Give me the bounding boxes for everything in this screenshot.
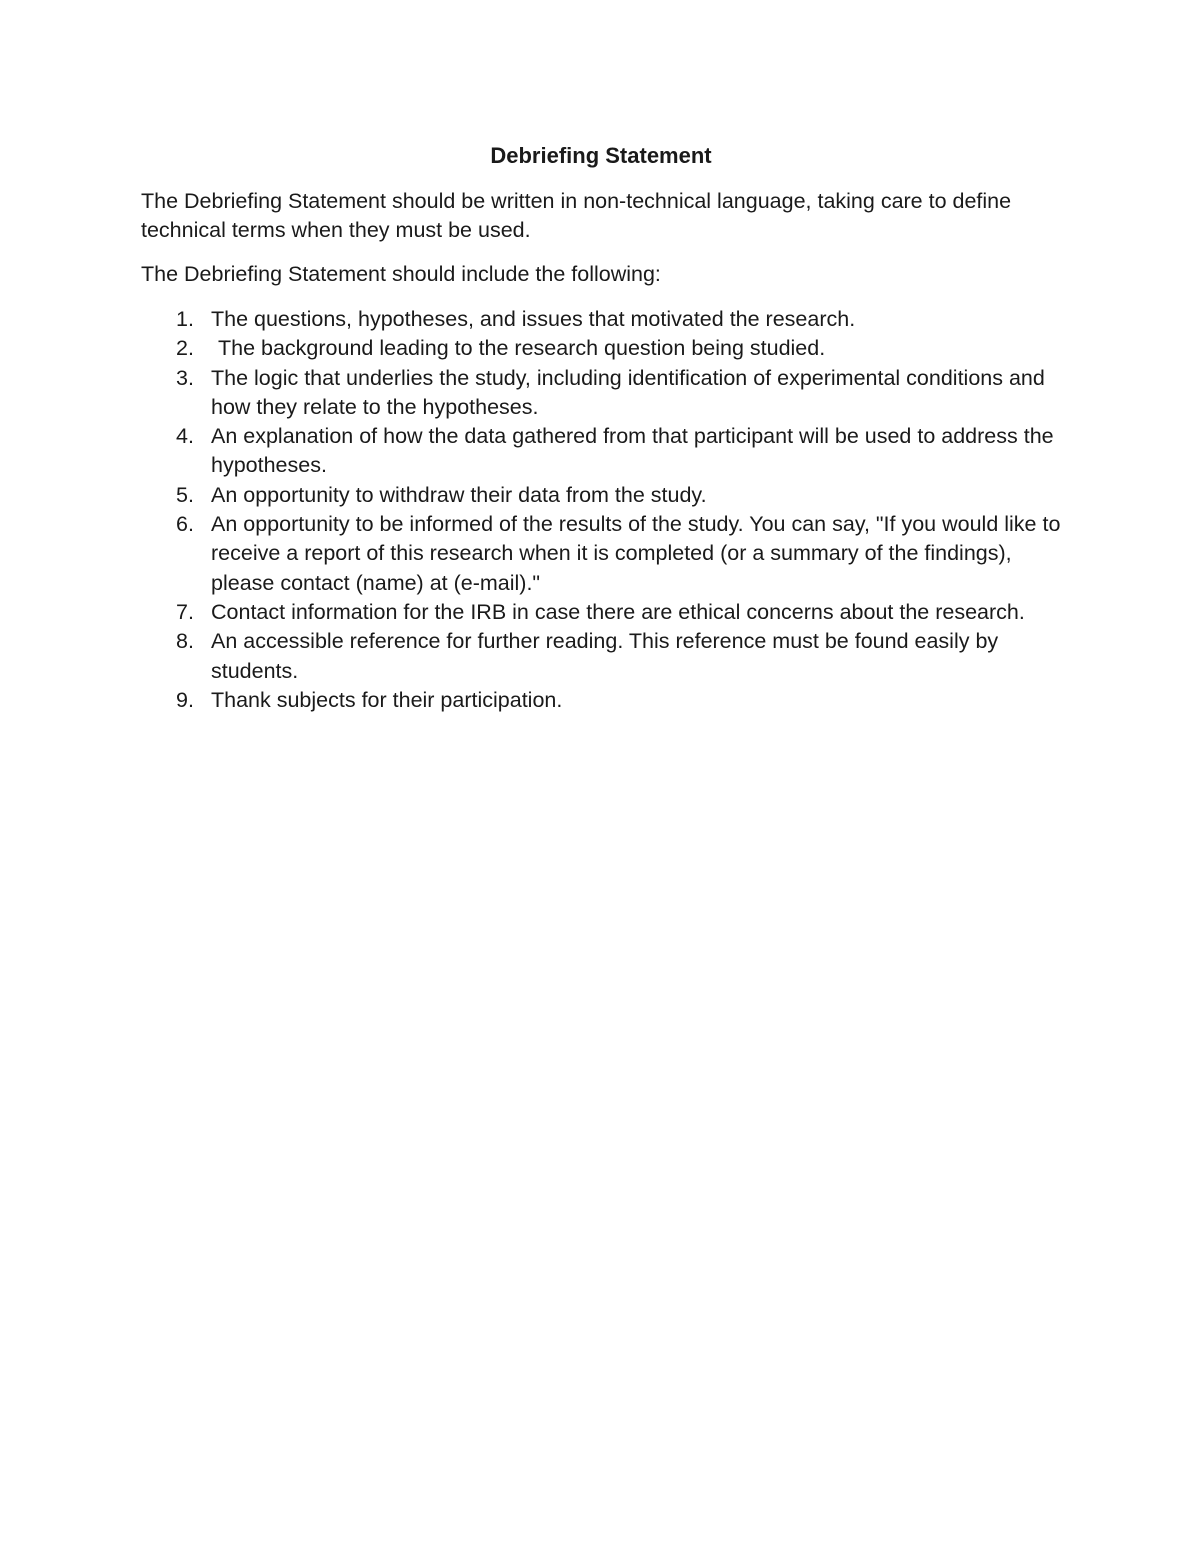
list-item [141, 334, 1061, 363]
requirements-list [141, 305, 1061, 715]
document-title: Debriefing Statement [490, 143, 712, 168]
list-item-number: 9. [176, 687, 194, 712]
list-item-text: Contact information for the IRB in case there are ethical concerns about the research. [211, 599, 1025, 624]
list-item-text: An opportunity to withdraw their data from the study. [211, 482, 707, 507]
paragraph-language-guidance: The Debriefing Statement should be written in non-technical language, taking care to define technical terms when they must be used. [141, 189, 1012, 242]
list-item-number: 4. [176, 424, 194, 449]
list-item [141, 305, 1061, 334]
list-item [141, 627, 1061, 686]
list-item-text: The background leading to the research question being studied. [218, 336, 826, 361]
list-item [141, 510, 1061, 598]
list-item-number: 3. [176, 365, 194, 390]
list-item [141, 686, 1061, 715]
list-item-text: The logic that underlies the study, including identification of experimental conditions and how they relate to the hypotheses. [211, 365, 1045, 419]
list-item-text: Thank subjects for their participation. [211, 687, 563, 712]
list-item-number: 8. [176, 629, 194, 654]
list-item-number: 7. [176, 599, 194, 624]
document-content [141, 141, 1061, 715]
paragraph-list-intro: The Debriefing Statement should include the following: [141, 262, 661, 286]
list-item-number: 6. [176, 512, 194, 537]
list-item [141, 422, 1061, 481]
list-item-text: An accessible reference for further reading. This reference must be found easily by students. [211, 629, 999, 683]
list-item-number: 2. [176, 336, 194, 361]
list-item-text: An opportunity to be informed of the results of the study. You can say, "If you would like to receive a report of this research when it is completed (or a summary of the findings), please contact (name) at (e-mail)." [211, 512, 1061, 595]
list-item [141, 364, 1061, 423]
list-item [141, 598, 1061, 627]
list-item-text: An explanation of how the data gathered from that participant will be used to address the hypotheses. [211, 424, 1054, 478]
list-item-number: 1. [176, 307, 194, 331]
list-item-text: The questions, hypotheses, and issues that motivated the research. [211, 307, 856, 331]
list-item [141, 481, 1061, 510]
list-item-number: 5. [176, 482, 194, 507]
